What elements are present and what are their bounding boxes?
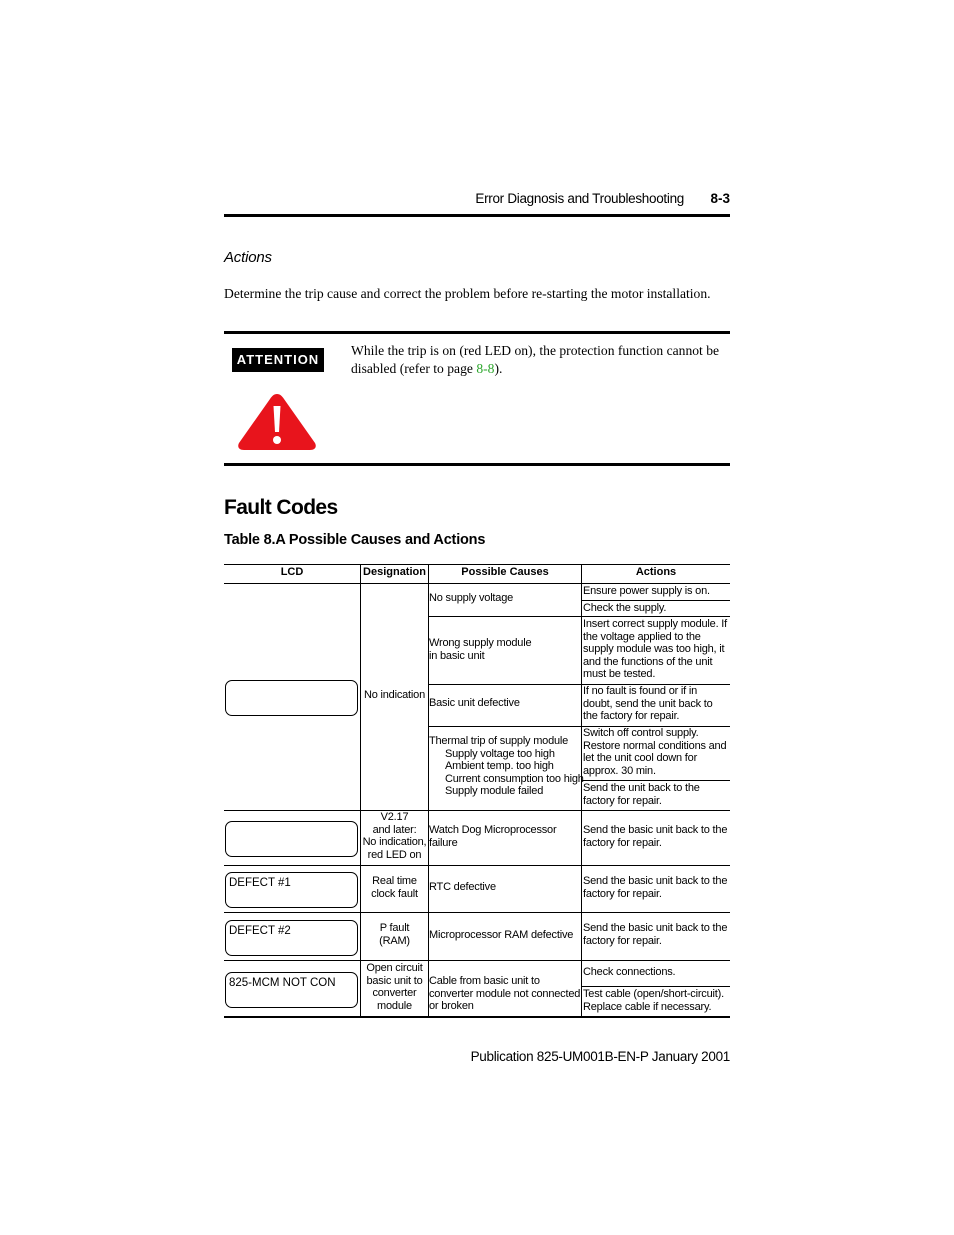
table-header-line [224,583,730,584]
designation-line: Real time [372,875,417,887]
subrow-divider [428,616,730,617]
cause-cell: Cable from basic unit to converter module not connected or broken [429,975,581,1012]
cause-line: in basic unit [429,649,485,662]
designation-line: V2.17 [380,811,409,823]
row-divider [224,810,730,811]
designation-cell [361,962,428,1012]
table-bottom-line [224,1016,730,1018]
action-cell: Check connections. [583,966,676,978]
designation-line: (RAM) [379,934,410,947]
cause-line: Wrong supply module [429,637,532,649]
designation-line: and later: [372,823,417,836]
actions-heading: Actions [224,249,272,266]
designation-cell [361,922,428,947]
designation-line: basic unit to [366,974,423,987]
cause-subline: Ambient temp. too high [445,760,554,772]
cause-subline: Supply voltage too high [445,747,555,760]
publication-footer: Publication 825-UM001B-EN-P January 2001 [470,1049,730,1064]
attention-text [351,342,729,377]
designation-line: red LED on [367,848,422,861]
actions-paragraph: Determine the trip cause and correct the problem before re-starting the motor installation. [224,286,711,301]
cause-cell: Watch Dog Microprocessor failure [429,824,557,849]
lcd-display [225,821,358,857]
designation-line: No indication, [362,836,427,848]
action-cell: Check the supply. [583,602,667,614]
cause-cell [429,735,584,798]
column-divider [581,564,582,1017]
header-lcd: LCD [280,566,304,578]
attention-text-end: ). [494,360,503,376]
row-divider [224,865,730,866]
action-cell: Test cable (open/short-circuit). Replace cable if necessary. [583,988,724,1013]
column-divider [360,564,361,1017]
attention-text-part: While the trip is on (red LED on), the protection function cannot be disabled (refer to page [351,343,720,376]
cause-cell: Microprocessor RAM defective [429,929,574,941]
designation-cell [361,875,428,900]
designation-cell: No indication [364,689,425,701]
lcd-display: 825-MCM NOT CON [225,972,358,1008]
header-actions: Actions [635,566,677,578]
designation-line: module [377,999,412,1012]
row-divider [224,912,730,913]
row-divider [224,960,730,961]
action-cell: Send the basic unit back to the factory for repair. [583,922,728,947]
action-cell: Insert correct supply module. If the voltage applied to the supply module was too high, it and the functions of the unit must be tested. [583,618,727,680]
subrow-divider [581,780,730,781]
designation-line: clock fault [371,887,418,900]
designation-line: P fault [379,922,410,934]
lcd-display: DEFECT #2 [225,920,358,956]
subrow-divider [581,986,730,987]
designation-line: converter [372,987,417,999]
running-header [224,191,730,209]
action-cell: Switch off control supply. Restore normal conditions and let the unit cool down for approx. 30 min. [583,727,727,777]
section-title: Error Diagnosis and Troubleshooting [475,191,684,206]
header-designation: Designation [363,566,426,578]
attention-badge: ATTENTION [232,348,324,372]
cause-cell: Basic unit defective [429,697,520,709]
lcd-display: DEFECT #1 [225,872,358,908]
subrow-divider [581,600,730,601]
action-cell: Send the basic unit back to the factory for repair. [583,824,728,849]
action-cell: If no fault is found or if in doubt, send the unit back to the factory for repair. [583,685,713,722]
attention-top-rule [224,331,730,334]
cause-subline: Current consumption too high [445,772,584,785]
attention-bottom-rule [224,463,730,466]
header-possible-causes: Possible Causes [461,566,549,578]
lcd-display [225,680,358,716]
page-number: 8-3 [710,191,730,206]
action-cell: Ensure power supply is on. [583,585,710,597]
page-link[interactable]: 8-8 [476,360,495,376]
warning-triangle-icon [236,392,318,452]
table-caption: Table 8.A Possible Causes and Actions [224,532,486,548]
header-rule [224,214,730,217]
table-top-line [224,564,730,565]
cause-line: Thermal trip of supply module [429,735,569,747]
action-cell: Send the unit back to the factory for repair. [583,782,700,807]
designation-line: Open circuit [366,962,423,974]
designation-cell [361,811,428,861]
section-heading: Fault Codes [224,496,338,519]
cause-subline: Supply module failed [445,785,544,797]
action-cell: Send the basic unit back to the factory for repair. [583,875,728,900]
cause-cell: RTC defective [429,881,496,893]
cause-cell: No supply voltage [429,592,514,604]
cause-cell [429,637,579,662]
